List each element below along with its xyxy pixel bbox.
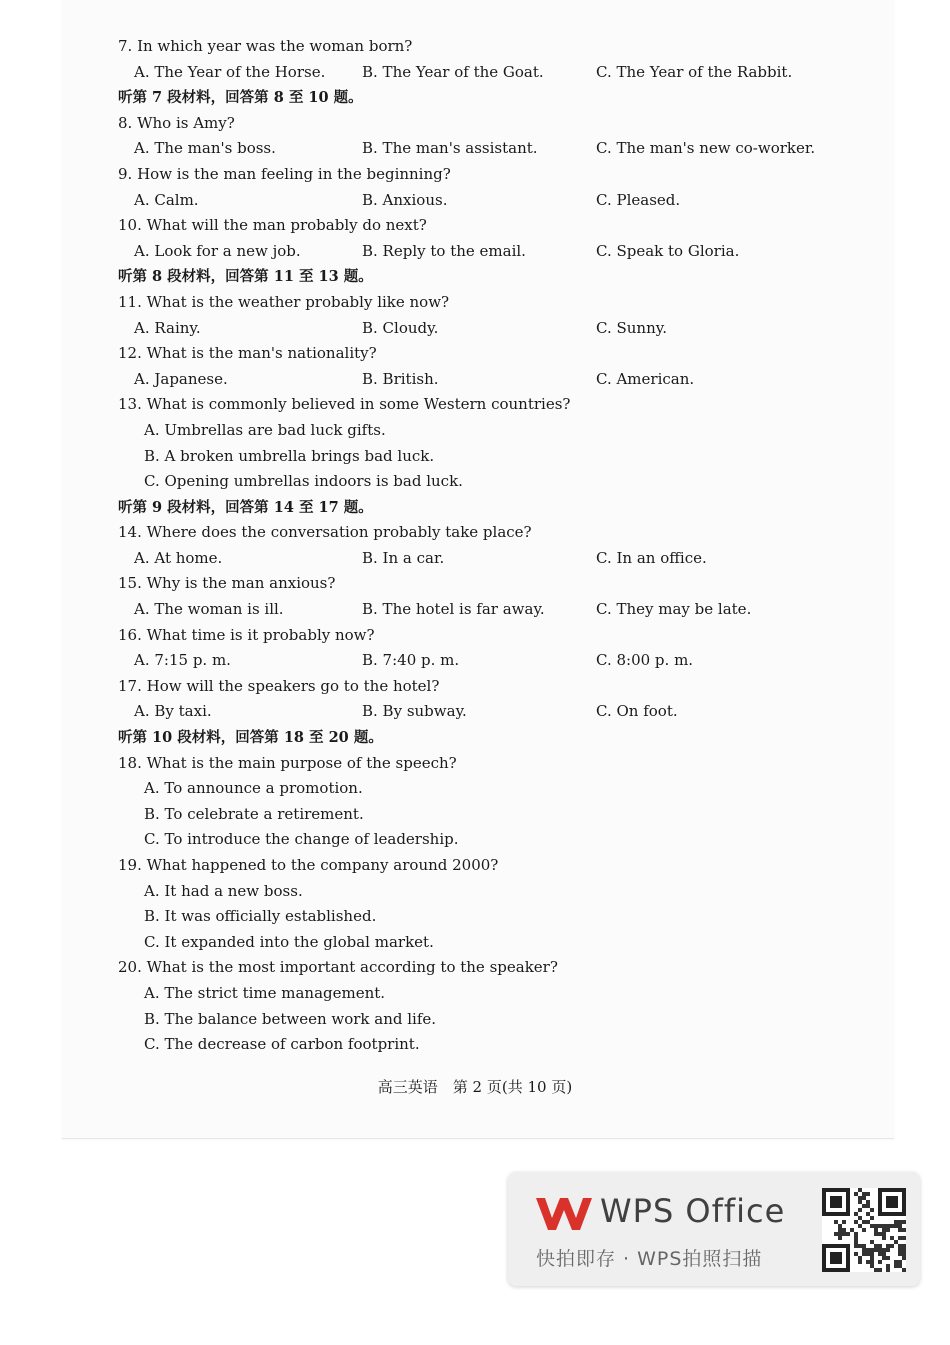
option-line: C. Opening umbrellas indoors is bad luck. <box>144 472 463 491</box>
option-b: B. Cloudy. <box>362 318 439 337</box>
option-c: C. They may be late. <box>596 600 752 619</box>
question-text: 19. What happened to the company around 2000? <box>118 856 499 874</box>
option-c: C. Pleased. <box>596 190 681 209</box>
question-text: 11. What is the weather probably like now? <box>118 292 450 311</box>
option-a: A. Look for a new job. <box>134 241 301 260</box>
option-b: B. The Year of the Goat. <box>362 62 544 81</box>
question-text: 16. What time is it probably now? <box>118 625 375 644</box>
option-row <box>118 316 858 342</box>
option-a: A. Japanese. <box>134 369 228 388</box>
option-b: B. British. <box>362 369 439 388</box>
page-footer: 高三英语 第 2 页(共 10 页) <box>377 1078 573 1096</box>
option-b: B. The man's assistant. <box>362 139 538 158</box>
option-row <box>118 239 858 265</box>
option-row <box>118 546 858 572</box>
question-text: 7. In which year was the woman born? <box>118 37 413 55</box>
option-line: B. A broken umbrella brings bad luck. <box>144 446 435 465</box>
option-row <box>118 648 858 674</box>
option-line: C. The decrease of carbon footprint. <box>144 1035 420 1054</box>
option-line: C. To introduce the change of leadership. <box>144 830 459 849</box>
option-b: B. In a car. <box>362 548 445 567</box>
option-row <box>118 597 858 623</box>
option-c: C. American. <box>596 369 695 388</box>
option-a: A. 7:15 p. m. <box>134 651 231 670</box>
option-row <box>118 136 858 162</box>
option-row <box>118 699 858 725</box>
option-a: A. Calm. <box>134 190 199 209</box>
question-text: 8. Who is Amy? <box>118 113 235 132</box>
option-row <box>118 367 858 393</box>
option-line: B. It was officially established. <box>144 907 377 926</box>
option-row <box>118 188 858 214</box>
wps-w-logo-icon <box>534 1194 594 1234</box>
option-a: A. At home. <box>134 548 223 567</box>
option-line: A. The strict time management. <box>144 983 386 1002</box>
wps-tagline: 快拍即存 · WPS拍照扫描 <box>536 1248 763 1270</box>
question-text: 17. How will the speakers go to the hotel? <box>118 676 440 695</box>
wps-brand-name: WPS Office <box>600 1192 786 1230</box>
option-line: A. Umbrellas are bad luck gifts. <box>144 420 386 439</box>
option-a: A. Rainy. <box>134 318 201 337</box>
question-text: 20. What is the most important according to the speaker? <box>118 958 558 977</box>
option-row <box>118 60 858 86</box>
section-heading: 听第 10 段材料，回答第 18 至 20 题。 <box>118 729 383 747</box>
option-b: B. By subway. <box>362 702 467 721</box>
option-a: A. By taxi. <box>134 702 212 721</box>
option-c: C. Speak to Gloria. <box>596 241 740 260</box>
option-line: A. To announce a promotion. <box>144 779 363 798</box>
question-text: 12. What is the man's nationality? <box>118 344 377 363</box>
option-line: C. It expanded into the global market. <box>144 932 434 951</box>
question-text: 9. How is the man feeling in the beginning? <box>118 164 451 183</box>
question-text: 10. What will the man probably do next? <box>118 216 427 235</box>
option-line: B. To celebrate a retirement. <box>144 804 364 823</box>
option-a: A. The Year of the Horse. <box>134 62 326 81</box>
option-b: B. 7:40 p. m. <box>362 651 460 670</box>
section-heading: 听第 8 段材料，回答第 11 至 13 题。 <box>118 268 373 286</box>
option-b: B. Reply to the email. <box>362 241 526 260</box>
option-c: C. In an office. <box>596 548 707 567</box>
option-b: B. The hotel is far away. <box>362 600 545 619</box>
option-a: A. The man's boss. <box>134 139 276 158</box>
option-b: B. Anxious. <box>362 190 448 209</box>
option-a: A. The woman is ill. <box>134 600 284 619</box>
qr-code-icon <box>822 1188 906 1272</box>
question-text: 15. Why is the man anxious? <box>118 574 336 593</box>
section-heading: 听第 7 段材料，回答第 8 至 10 题。 <box>118 89 363 107</box>
option-c: C. The man's new co-worker. <box>596 139 816 158</box>
option-line: B. The balance between work and life. <box>144 1009 437 1028</box>
question-text: 18. What is the main purpose of the speech? <box>118 753 457 772</box>
option-c: C. On foot. <box>596 702 678 721</box>
option-c: C. The Year of the Rabbit. <box>596 62 793 81</box>
section-heading: 听第 9 段材料，回答第 14 至 17 题。 <box>118 498 373 516</box>
question-list <box>118 34 858 1058</box>
question-text: 14. Where does the conversation probably take place? <box>118 523 532 542</box>
option-line: A. It had a new boss. <box>144 881 303 900</box>
wps-watermark-badge <box>508 1172 920 1286</box>
option-c: C. Sunny. <box>596 318 667 337</box>
question-text: 13. What is commonly believed in some Western countries? <box>118 395 571 414</box>
option-c: C. 8:00 p. m. <box>596 651 694 670</box>
